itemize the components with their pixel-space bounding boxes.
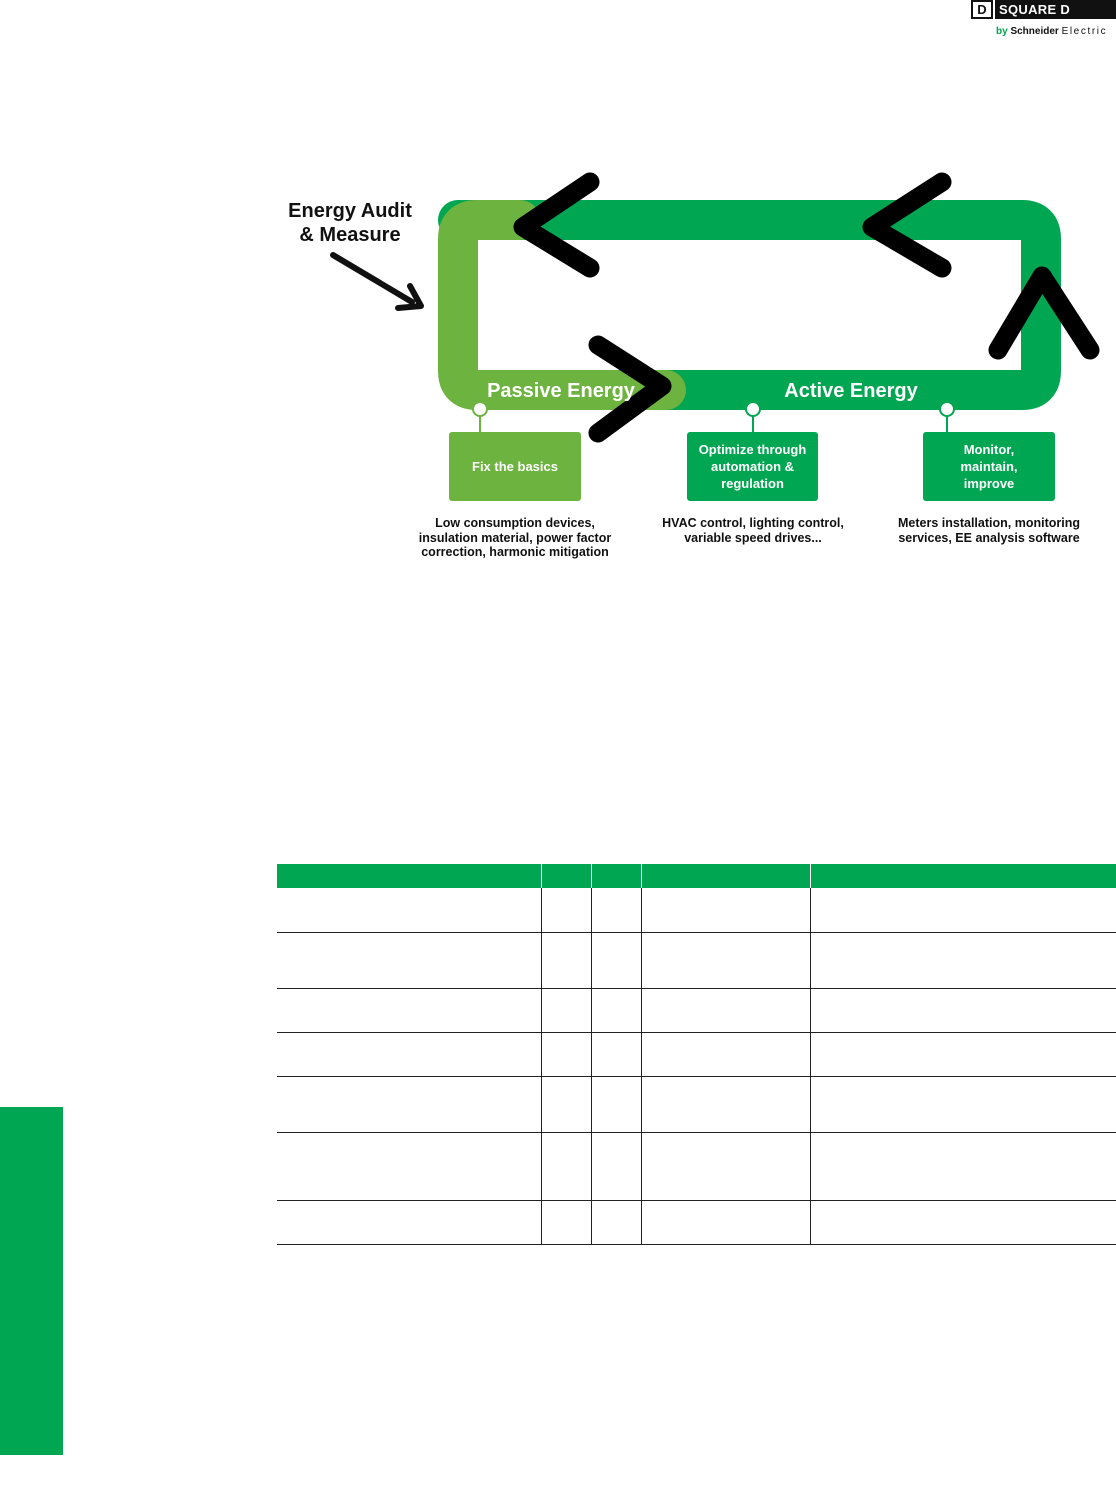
audit-pointer-arrow <box>333 255 421 308</box>
logo-company-suffix: Electric <box>1061 26 1108 37</box>
logo-company: Schneider <box>1010 26 1059 37</box>
table-row <box>277 932 1116 988</box>
table-cell <box>810 1132 1116 1200</box>
table-cell <box>541 932 591 988</box>
monitor-box: Monitor, maintain, improve <box>923 432 1055 501</box>
table-header-row <box>277 864 1116 888</box>
table-cell <box>541 1076 591 1132</box>
table-row <box>277 1132 1116 1200</box>
table-header <box>641 864 810 888</box>
table-cell <box>641 1032 810 1076</box>
table-cell <box>810 1200 1116 1244</box>
table-header <box>277 864 541 888</box>
logo-by: by <box>996 26 1008 37</box>
logo-brand: SQUARE D <box>995 0 1116 19</box>
table-cell <box>277 1076 541 1132</box>
table-header <box>810 864 1116 888</box>
monitor-description: Meters installation, monitoring services, EE analysis software <box>898 516 1080 545</box>
table-cell <box>277 1200 541 1244</box>
fix-basics-description: Low consumption devices, insulation material, power factor correction, harmonic mitigation <box>418 516 612 559</box>
table-cell <box>641 988 810 1032</box>
table-cell <box>810 988 1116 1032</box>
table-header <box>591 864 641 888</box>
table-cell <box>541 1032 591 1076</box>
table-cell <box>541 988 591 1032</box>
table-cell <box>810 1032 1116 1076</box>
passive-energy-label: Passive Energy <box>487 380 635 402</box>
fix-basics-box: Fix the basics <box>449 432 581 501</box>
connector-monitor <box>940 402 954 432</box>
table-row <box>277 988 1116 1032</box>
table-cell <box>641 932 810 988</box>
table-row <box>277 888 1116 932</box>
table-cell <box>641 1076 810 1132</box>
table-cell <box>591 932 641 988</box>
table-cell <box>591 888 641 932</box>
energy-audit-line1: Energy Audit <box>288 200 412 222</box>
table-cell <box>591 1076 641 1132</box>
table-row <box>277 1076 1116 1132</box>
table-cell <box>277 1032 541 1076</box>
optimize-description: HVAC control, lighting control, variable speed drives... <box>662 516 844 545</box>
table-cell <box>541 1132 591 1200</box>
table-cell <box>277 932 541 988</box>
table-cell <box>810 888 1116 932</box>
table-cell <box>277 988 541 1032</box>
table-header <box>541 864 591 888</box>
table-cell <box>641 1132 810 1200</box>
table-cell <box>810 932 1116 988</box>
connector-optimize <box>746 402 760 432</box>
connector-fix <box>473 402 487 432</box>
table-row <box>277 1032 1116 1076</box>
table-cell <box>641 1200 810 1244</box>
table-cell <box>641 888 810 932</box>
table-cell <box>591 988 641 1032</box>
logo-d-box: D <box>971 0 993 19</box>
table-cell <box>277 888 541 932</box>
table-row <box>277 1200 1116 1244</box>
side-tab-bar <box>0 1107 63 1455</box>
optimize-box: Optimize through automation & regulation <box>687 432 818 501</box>
energy-audit-line2: & Measure <box>299 224 401 246</box>
table-cell <box>591 1032 641 1076</box>
table-cell <box>541 1200 591 1244</box>
table-cell <box>541 888 591 932</box>
table-cell <box>591 1132 641 1200</box>
active-energy-label: Active Energy <box>784 380 918 402</box>
data-table <box>277 864 1116 1245</box>
table-cell <box>277 1132 541 1200</box>
table-cell <box>591 1200 641 1244</box>
table-cell <box>810 1076 1116 1132</box>
energy-audit-label <box>275 199 425 247</box>
